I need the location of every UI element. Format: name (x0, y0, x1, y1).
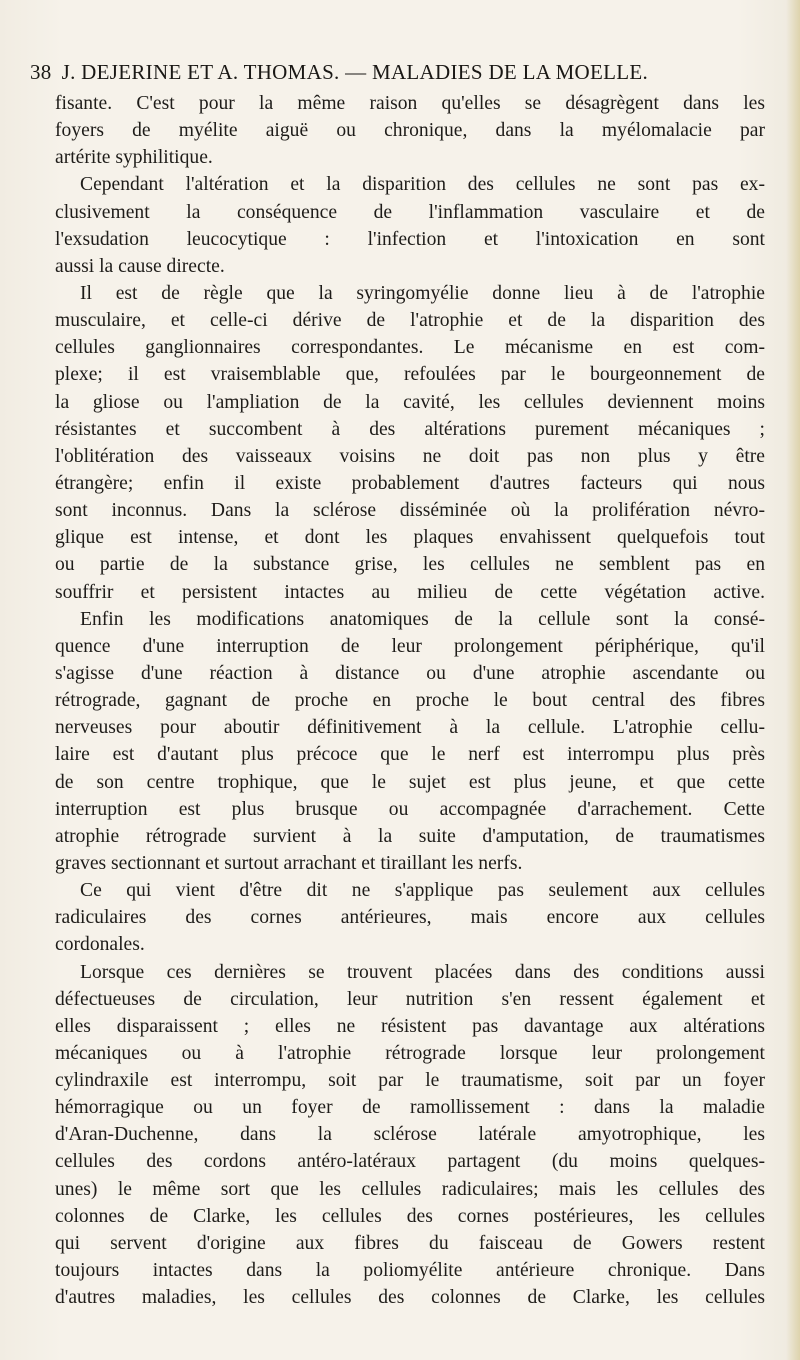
text-line: étrangère; enfin il existe probablement d'autres facteurs qui nous (55, 472, 765, 494)
running-title: J. DEJERINE ET A. THOMAS. — MALADIES DE LA MOELLE. (61, 60, 649, 84)
text-line: défectueuses de circulation, leur nutrition s'en ressent également et (55, 988, 765, 1010)
text-line: la gliose ou l'ampliation de la cavité, les cellules deviennent moins (55, 391, 765, 413)
text-line: cellules des cordons antéro-latéraux partagent (du moins quelques- (55, 1151, 765, 1173)
text-line: nerveuses pour aboutir définitivement à la cellule. L'atrophie cellu- (55, 717, 765, 739)
text-line: unes) le même sort que les cellules radiculaires; mais les cellules des (55, 1178, 765, 1200)
text-line: toujours intactes dans la poliomyélite antérieure chronique. Dans (55, 1260, 765, 1282)
text-line: cordonales. (55, 934, 145, 956)
text-line: aussi la cause directe. (55, 255, 225, 277)
running-head (30, 60, 760, 85)
text-line: plexe; il est vraisemblable que, refoulées par le bourgeonnement de (55, 364, 765, 386)
text-line: d'autres maladies, les cellules des colonnes de Clarke, les cellules (55, 1287, 765, 1309)
text-line: radiculaires des cornes antérieures, mais encore aux cellules (55, 907, 765, 929)
text-line: l'oblitération des vaisseaux voisins ne doit pas non plus y être (55, 445, 765, 467)
text-line: Cependant l'altération et la disparition des cellules ne sont pas ex- (80, 174, 765, 196)
text-line: interruption est plus brusque ou accompagnée d'arrachement. Cette (55, 798, 765, 820)
text-line: Ce qui vient d'être dit ne s'applique pas seulement aux cellules (80, 880, 765, 902)
text-line: fisante. C'est pour la même raison qu'elles se désagrègent dans les (55, 93, 765, 114)
body-text (55, 90, 765, 1311)
page-edge-shading (786, 0, 800, 1360)
text-line: foyers de myélite aiguë ou chronique, dans la myélomalacie par (55, 120, 765, 142)
text-line: résistantes et succombent à des altérations purement mécaniques ; (55, 418, 765, 440)
text-line: Lorsque ces dernières se trouvent placées dans des conditions aussi (80, 961, 765, 983)
text-line: musculaire, et celle-ci dérive de l'atrophie et de la disparition des (55, 310, 765, 332)
text-line: cellules ganglionnaires correspondantes. Le mécanisme en est com- (55, 337, 765, 359)
text-line: s'agisse d'une réaction à distance ou d'une atrophie ascendante ou (55, 662, 765, 684)
text-line: de son centre trophique, que le sujet est plus jeune, et que cette (55, 771, 765, 793)
text-line: souffrir et persistent intactes au milieu de cette végétation active. (55, 581, 765, 603)
text-line: artérite syphilitique. (55, 147, 213, 169)
text-line: sont inconnus. Dans la sclérose disséminée où la prolifération névro- (55, 500, 765, 522)
text-line: Il est de règle que la syringomyélie donne lieu à de l'atrophie (80, 282, 765, 304)
text-line: ou partie de la substance grise, les cellules ne semblent pas en (55, 554, 765, 576)
text-line: qui servent d'origine aux fibres du faisceau de Gowers restent (55, 1232, 765, 1254)
text-line: atrophie rétrograde survient à la suite d'amputation, de traumatismes (55, 825, 765, 847)
text-line: mécaniques ou à l'atrophie rétrograde lorsque leur prolongement (55, 1042, 765, 1064)
text-line: d'Aran-Duchenne, dans la sclérose latérale amyotrophique, les (55, 1124, 765, 1146)
text-line: rétrograde, gagnant de proche en proche le bout central des fibres (55, 690, 765, 712)
text-line: elles disparaissent ; elles ne résistent pas davantage aux altérations (55, 1015, 765, 1037)
text-line: graves sectionnant et surtout arrachant et tiraillant les nerfs. (55, 852, 523, 874)
text-line: glique est intense, et dont les plaques envahissent quelquefois tout (55, 527, 765, 549)
text-line: quence d'une interruption de leur prolongement périphérique, qu'il (55, 635, 765, 657)
text-line: l'exsudation leucocytique : l'infection et l'intoxication en sont (55, 228, 765, 250)
text-line: clusivement la conséquence de l'inflammation vasculaire et de (55, 201, 765, 223)
text-line: laire est d'autant plus précoce que le nerf est interrompu plus près (55, 744, 765, 766)
text-line: cylindraxile est interrompu, soit par le traumatisme, soit par un foyer (55, 1070, 765, 1092)
text-line: hémorragique ou un foyer de ramollissement : dans la maladie (55, 1097, 765, 1119)
page-number: 38 (30, 60, 52, 84)
text-line: colonnes de Clarke, les cellules des cornes postérieures, les cellules (55, 1205, 765, 1227)
text-line: Enfin les modifications anatomiques de la cellule sont la consé- (80, 608, 765, 630)
